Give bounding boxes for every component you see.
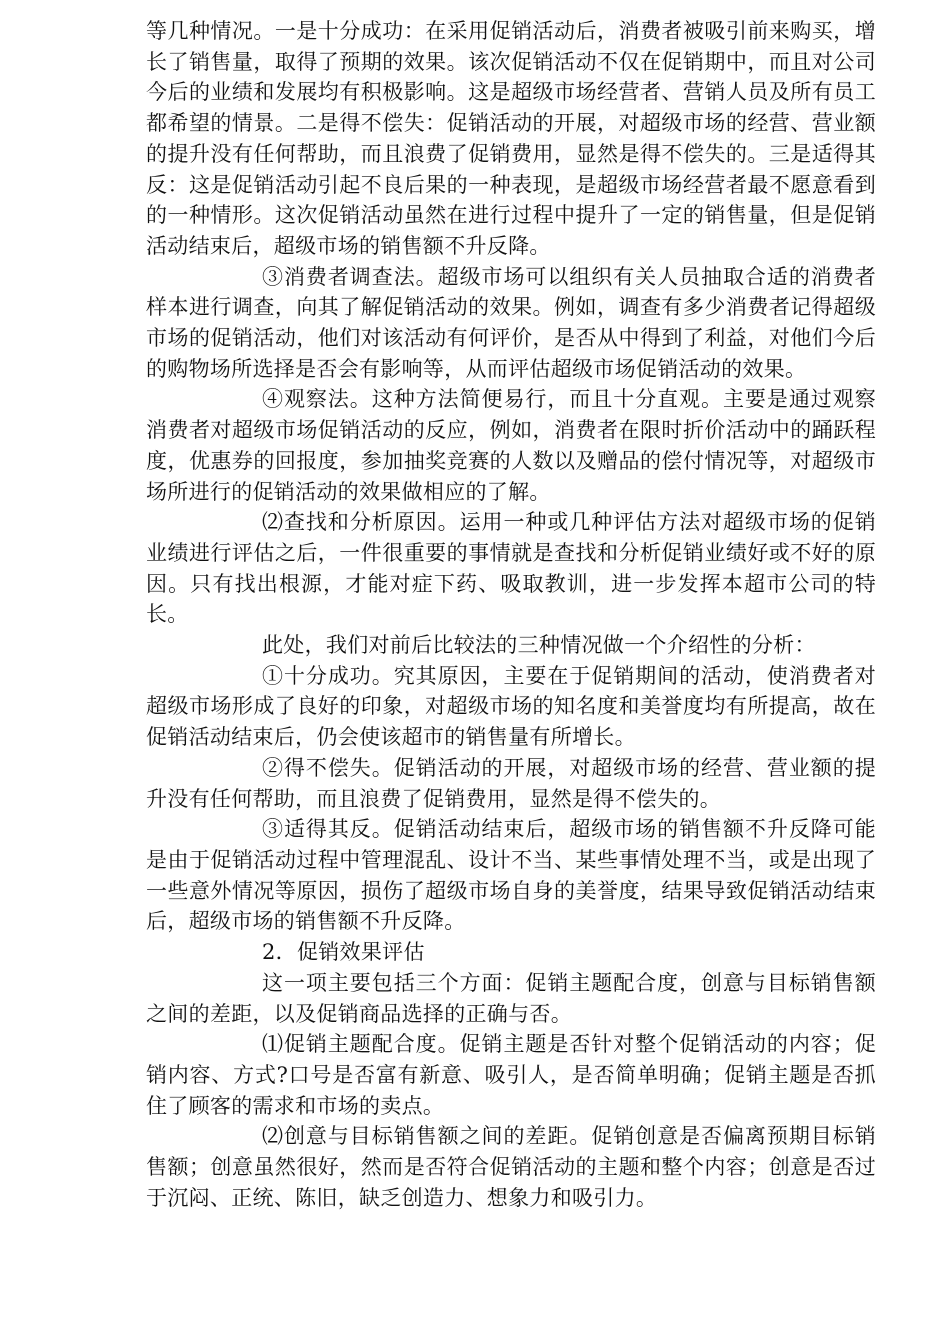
- paragraph-comparison-intro: 此处，我们对前后比较法的三种情况做一个介绍性的分析：: [262, 633, 816, 658]
- paragraph-observation-method: ④观察法。这种方法简便易行，而且十分直观。主要是通过观察消费者对超级市场促销活动的反应，例如，消费者在限时折价活动中的踊跃程度，优惠券的回报度，参加抽奖竞赛的人数以及赠品的偿付情况等，对超级市场所进行的促销活动的效果做相应的了解。: [146, 387, 876, 504]
- section-heading-effect-evaluation: 2．促销效果评估: [262, 940, 425, 965]
- paragraph-counterproductive: ③适得其反。促销活动结束后，超级市场的销售额不升反降可能是由于促销活动过程中管理混乱、设计不当、某些事情处理不当，或是出现了一些意外情况等原因，损伤了超级市场自身的美誉度，结果导致促销活动结束后，超级市场的销售额不升反降。: [146, 817, 876, 934]
- paragraph-theme-fit: ⑴促销主题配合度。促销主题是否针对整个促销活动的内容；促销内容、方式?口号是否富有新意、吸引人，是否简单明确；促销主题是否抓住了顾客的需求和市场的卖点。: [146, 1032, 876, 1118]
- document-page: [146, 16, 876, 1213]
- paragraph-three-aspects: 这一项主要包括三个方面：促销主题配合度，创意与目标销售额之间的差距，以及促销商品选择的正确与否。: [146, 970, 876, 1026]
- paragraph-promotion-outcomes: 等几种情况。一是十分成功：在采用促销活动后，消费者被吸引前来购买，增长了销售量，取得了预期的效果。该次促销活动不仅在促销期中，而且对公司今后的业绩和发展均有积极影响。这是超级市场经营者、营销人员及所有员工都希望的情景。二是得不偿失：促销活动的开展，对超级市场的经营、营业额的提升没有任何帮助，而且浪费了促销费用，显然是得不偿失的。三是适得其反：这是促销活动引起不良后果的一种表现，是超级市场经营者最不愿意看到的一种情形。这次促销活动虽然在进行过程中提升了一定的销售量，但是促销活动结束后，超级市场的销售额不升反降。: [146, 19, 876, 258]
- paragraph-creativity-vs-target: ⑵创意与目标销售额之间的差距。促销创意是否偏离预期目标销售额；创意虽然很好，然而是否符合促销活动的主题和整个内容；创意是否过于沉闷、正统、陈旧，缺乏创造力、想象力和吸引力。: [146, 1124, 876, 1210]
- paragraph-consumer-survey-method: ③消费者调查法。超级市场可以组织有关人员抽取合适的消费者样本进行调查，向其了解促销活动的效果。例如，调查有多少消费者记得超级市场的促销活动，他们对该活动有何评价，是否从中得到了利益，对他们今后的购物场所选择是否会有影响等，从而评估超级市场促销活动的效果。: [146, 264, 876, 381]
- paragraph-great-success: ①十分成功。究其原因，主要在于促销期间的活动，使消费者对超级市场形成了良好的印象，对超级市场的知名度和美誉度均有所提高，故在促销活动结束后，仍会使该超市的销售量有所增长。: [146, 663, 876, 750]
- paragraph-find-and-analyze-causes: ⑵查找和分析原因。运用一种或几种评估方法对超级市场的促销业绩进行评估之后，一件很重要的事情就是查找和分析促销业绩好或不好的原因。只有找出根源，才能对症下药、吸取教训，进一步发挥本超市公司的特长。: [146, 510, 876, 627]
- paragraph-not-worth-it: ②得不偿失。促销活动的开展，对超级市场的经营、营业额的提升没有任何帮助，而且浪费了促销费用，显然是得不偿失的。: [146, 755, 876, 811]
